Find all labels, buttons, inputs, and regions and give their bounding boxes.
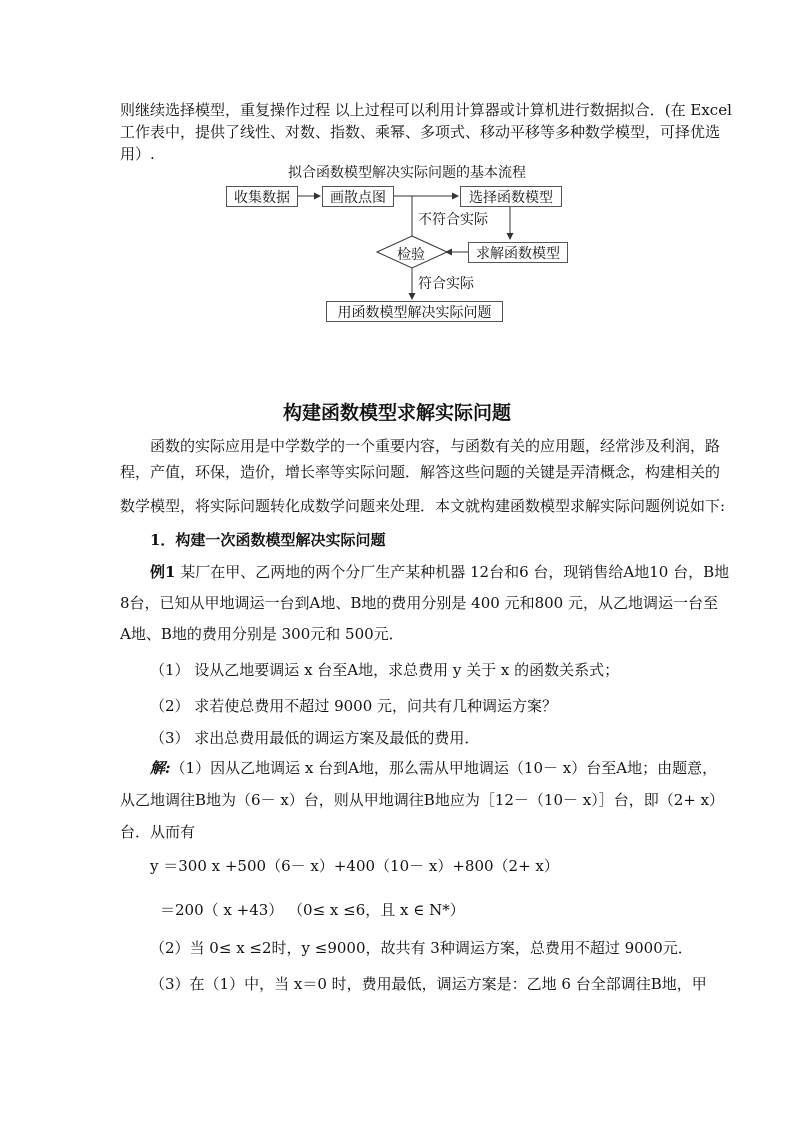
intro-line-3: 用）. bbox=[120, 145, 155, 163]
example-1-line-1 bbox=[150, 562, 730, 582]
question-2: （2） 求若使总费用不超过 9000 元，问共有几种调运方案？ bbox=[150, 697, 558, 715]
example-1-line-3: A地、B地的费用分别是 300元和 500元． bbox=[120, 625, 404, 643]
label-fit: 符合实际 bbox=[418, 276, 474, 292]
paragraph-1-line-2: 程，产值，环保，造价，增长率等实际问题．解答这些问题的关键是弄清概念，构建相关的 bbox=[120, 463, 721, 481]
question-3: （3） 求出总费用最低的调运方案及最低的费用． bbox=[150, 729, 480, 747]
solution-line-1 bbox=[150, 758, 718, 778]
equation-2: ＝200（ x +43） （0≤ x ≤6，且 x ∈ N*） bbox=[160, 901, 465, 919]
box-choose-model: 选择函数模型 bbox=[460, 186, 562, 207]
box-collect-data: 收集数据 bbox=[226, 186, 298, 207]
intro-line-1: 则继续选择模型，重复操作过程 以上过程可以利用计算器或计算机进行数据拟合．(在 Excel bbox=[120, 101, 732, 119]
solution-line-3: 台．从而有 bbox=[120, 823, 196, 841]
flowchart-title: 拟合函数模型解决实际问题的基本流程 bbox=[288, 165, 526, 181]
question-1: （1） 设从乙地要调运 x 台至A地，求总费用 y 关于 x 的函数关系式； bbox=[150, 661, 620, 679]
answer-2: （2）当 0≤ x ≤2时，y ≤9000，故共有 3种调运方案，总费用不超过 9000元． bbox=[150, 939, 693, 957]
equation-1: y ＝300 x +500（6－ x）+400（10－ x）+800（2+ x） bbox=[150, 857, 559, 875]
section-heading-1: 1．构建一次函数模型解决实际问题 bbox=[150, 531, 386, 549]
solution-text-1: （1）因从乙地调运 x 台到A地，那么需从甲地调运（10－ x）台至A地；由题意， bbox=[170, 759, 718, 777]
label-check: 检验 bbox=[397, 247, 425, 263]
intro-line-2: 工作表中，提供了线性、对数、指数、乘幂、多项式、移动平移等多种数学模型，可择优选 bbox=[120, 123, 721, 141]
example-text-1: 某厂在甲、乙两地的两个分厂生产某种机器 12台和6 台，现销售给A地10 台，B地 bbox=[175, 563, 730, 581]
paragraph-1-line-3: 数学模型，将实际问题转化成数学问题来处理．本文就构建函数模型求解实际问题例说如下: bbox=[120, 497, 726, 515]
box-apply-model: 用函数模型解决实际问题 bbox=[326, 301, 503, 322]
example-label: 例1 bbox=[150, 563, 176, 581]
answer-3: （3）在（1）中，当 x＝0 时，费用最低，调运方案是：乙地 6 台全部调往B地，甲 bbox=[150, 975, 707, 993]
solution-line-2: 从乙地调往B地为（6－ x）台，则从甲地调往B地应为［12－（10－ x）］台，即（2+ x） bbox=[120, 791, 725, 809]
box-solve-model: 求解函数模型 bbox=[468, 242, 568, 263]
label-not-fit: 不符合实际 bbox=[418, 212, 488, 228]
example-1-line-2: 8台，已知从甲地调运一台到A地、B地的费用分别是 400 元和800 元，从乙地调运一台至 bbox=[120, 594, 718, 612]
solution-label: 解: bbox=[150, 759, 171, 777]
box-scatter-plot: 画散点图 bbox=[322, 186, 394, 207]
paragraph-1-line-1: 函数的实际应用是中学数学的一个重要内容，与函数有关的应用题，经常涉及利润，路 bbox=[150, 437, 721, 455]
article-title: 构建函数模型求解实际问题 bbox=[282, 402, 511, 424]
